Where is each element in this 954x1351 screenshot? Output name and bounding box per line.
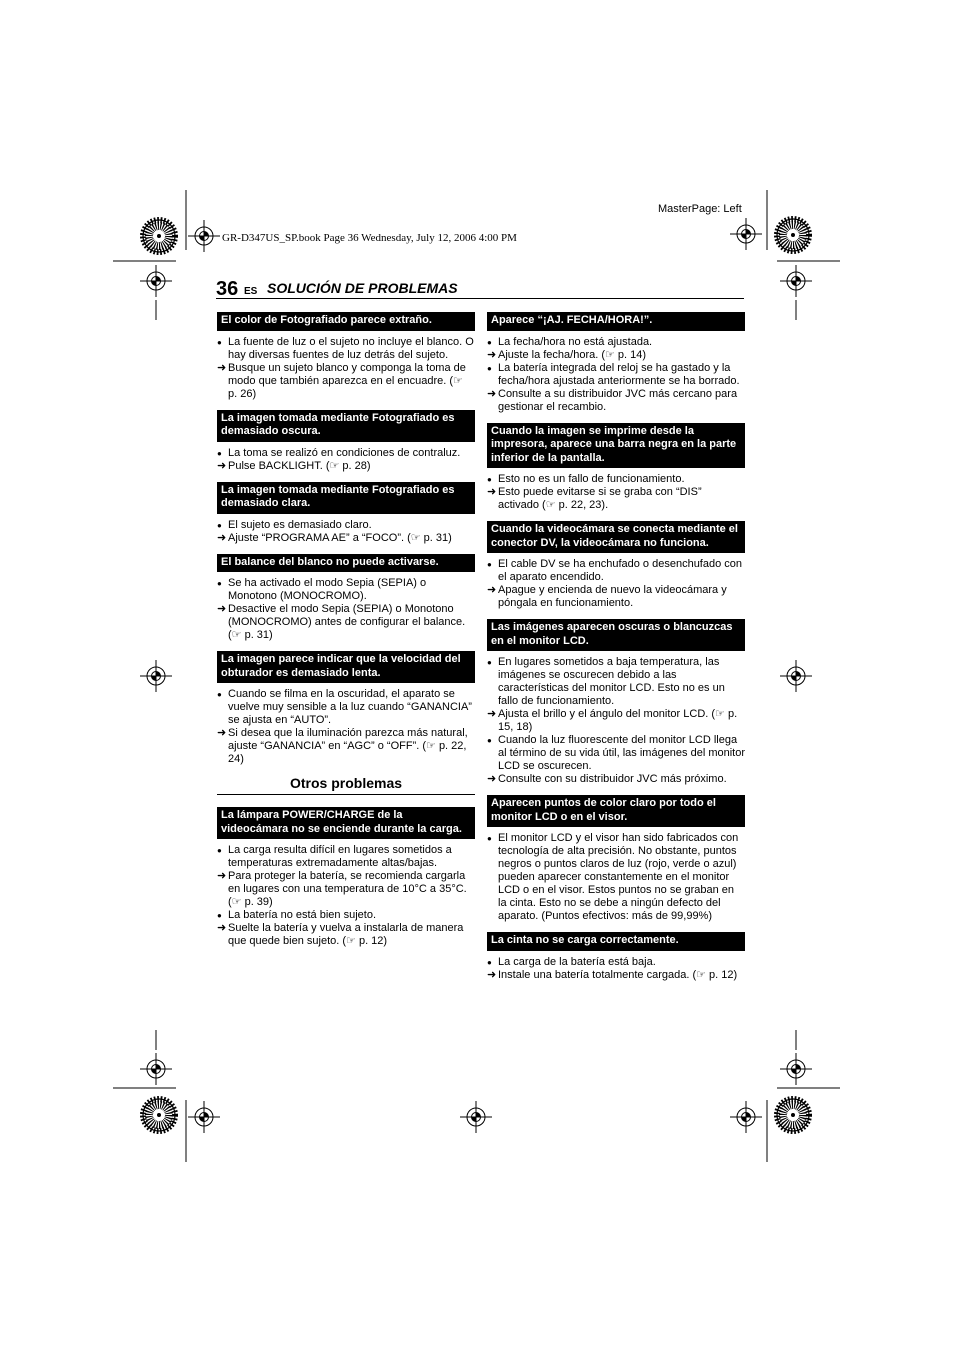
item-text: La carga resulta difícil en lugares sometidos a temperaturas extremadamente altas/bajas.	[228, 844, 452, 869]
bullet-icon: ●	[487, 834, 492, 843]
solution-item	[487, 388, 745, 414]
item-text: Se ha activado el modo Sepia (SEPIA) o Monotono (MONOCROMO).	[228, 577, 427, 602]
problem-section	[217, 482, 475, 545]
problem-heading: Aparecen puntos de color claro por todo el monitor LCD o en el visor.	[487, 795, 745, 827]
arrow-icon: ➜	[217, 922, 227, 934]
item-text: Para proteger la batería, se recomienda cargarla en lugares con una temperatura de 10°C a 35°C. (☞ p. 39)	[228, 870, 467, 908]
bullet-icon: ●	[487, 475, 492, 484]
bullet-icon: ●	[217, 520, 222, 530]
problem-heading: Cuando la imagen se imprime desde la impresora, aparece una barra negra en la parte inferior de la pantalla.	[487, 423, 745, 469]
item-text: Cuando la luz fluorescente del monitor LCD llega al término de su vida útil, las imágenes del monitor LCD se oscurecen.	[498, 734, 746, 772]
item-text: El monitor LCD y el visor han sido fabricados con tecnología de alta precisión. No obstante, puntos negros o puntos claros de luz (rojo, verde o azul) pueden aparecer constantemente en el monitor LCD o en el visor. Estos puntos no se graban en la cinta. Esto no se debe a ningún defecto del aparato. (Puntos efectivos: más de 99,99%)	[498, 832, 739, 922]
bullet-icon: ●	[217, 448, 222, 458]
item-text: La batería integrada del reloj se ha gastado y la fecha/hora ajustada anteriormente se ha borrado.	[498, 361, 740, 387]
solution-item	[217, 870, 475, 909]
solution-item	[217, 460, 475, 473]
solution-item	[487, 349, 745, 362]
problem-section	[487, 312, 745, 414]
cause-item	[487, 558, 745, 584]
arrow-icon: ➜	[487, 387, 497, 400]
cause-item	[217, 909, 475, 922]
left-column-sections-2	[217, 807, 475, 948]
arrow-icon: ➜	[487, 773, 497, 785]
item-text: Consulte con su distribuidor JVC más próximo.	[498, 773, 727, 785]
problem-heading: El color de Fotografiado parece extraño.	[217, 312, 475, 331]
item-text: La fecha/hora no está ajustada.	[498, 335, 653, 348]
item-text: Apague y encienda de nuevo la videocámara y póngala en funcionamiento.	[498, 584, 727, 609]
problem-heading: La imagen parece indicar que la velocidad del obturador es demasiado lenta.	[217, 651, 475, 683]
cause-item	[217, 577, 475, 603]
cause-item	[217, 844, 475, 870]
cause-item	[217, 447, 475, 460]
arrow-icon: ➜	[487, 708, 497, 720]
cause-item	[487, 956, 745, 969]
solution-item	[487, 773, 745, 786]
item-text: Consulte a su distribuidor JVC más cercano para gestionar el recambio.	[498, 387, 738, 413]
item-text: Instale una batería totalmente cargada. (☞ p. 12)	[498, 968, 738, 981]
right-column	[487, 312, 745, 991]
page-number: 36	[216, 278, 239, 300]
item-text: La batería no está bien sujeto.	[228, 909, 376, 921]
cause-item	[487, 832, 745, 923]
problem-section	[217, 554, 475, 643]
solution-item	[217, 362, 475, 401]
arrow-icon: ➜	[487, 486, 497, 498]
problem-section	[487, 521, 745, 610]
problem-section	[487, 423, 745, 513]
problem-heading: La imagen tomada mediante Fotografiado es demasiado oscura.	[217, 410, 475, 442]
bullet-icon: ●	[487, 560, 492, 569]
problem-section	[217, 312, 475, 401]
item-text: Suelte la batería y vuelva a instalarla de manera que quede bien sujeto. (☞ p. 12)	[228, 922, 464, 947]
problem-section	[487, 932, 745, 982]
book-info-line: GR-D347US_SP.book Page 36 Wednesday, July 12, 2006 4:00 PM	[222, 232, 517, 244]
bullet-icon: ●	[217, 846, 222, 855]
bullet-icon: ●	[217, 911, 222, 920]
solution-item	[217, 532, 475, 545]
solution-item	[217, 727, 475, 766]
cause-item	[217, 519, 475, 532]
problem-heading: Cuando la videocámara se conecta mediante el conector DV, la videocámara no funciona.	[487, 521, 745, 553]
item-text: Esto puede evitarse si se graba con “DIS” activado (☞ p. 22, 23).	[498, 486, 702, 511]
bullet-icon: ●	[217, 579, 222, 588]
bullet-icon: ●	[217, 690, 222, 699]
problem-section	[217, 651, 475, 766]
cause-item	[217, 688, 475, 727]
item-text: Cuando se filma en la oscuridad, el aparato se vuelve muy sensible a la luz cuando “GANANCIA” se ajusta en “AUTO”.	[228, 688, 472, 726]
right-column-sections	[487, 312, 745, 982]
bullet-icon: ●	[487, 363, 492, 373]
solution-item	[217, 922, 475, 948]
section-subheading: Otros problemas	[217, 775, 475, 795]
solution-item	[487, 708, 745, 734]
arrow-icon: ➜	[217, 870, 227, 882]
problem-heading: La lámpara POWER/CHARGE de la videocámara no se enciende durante la carga.	[217, 807, 475, 839]
bullet-icon: ●	[487, 957, 492, 967]
left-column-sections	[217, 312, 475, 766]
arrow-icon: ➜	[217, 459, 227, 472]
cause-item	[487, 336, 745, 349]
bullet-icon: ●	[487, 736, 492, 745]
cause-item	[487, 734, 745, 773]
bullet-icon: ●	[487, 658, 492, 667]
problem-heading: Las imágenes aparecen oscuras o blancuzcas en el monitor LCD.	[487, 619, 745, 651]
page-title: SOLUCIÓN DE PROBLEMAS	[267, 280, 458, 296]
problem-section	[217, 807, 475, 948]
language-code: ES	[244, 286, 258, 297]
solution-item	[487, 969, 745, 982]
arrow-icon: ➜	[217, 603, 227, 615]
arrow-icon: ➜	[217, 361, 227, 374]
cause-item	[217, 336, 475, 362]
problem-heading: La imagen tomada mediante Fotografiado es demasiado clara.	[217, 482, 475, 514]
item-text: El sujeto es demasiado claro.	[228, 518, 372, 531]
arrow-icon: ➜	[487, 348, 497, 361]
arrow-icon: ➜	[217, 531, 227, 544]
problem-section	[487, 619, 745, 786]
item-text: Desactive el modo Sepia (SEPIA) o Monotono (MONOCROMO) antes de configurar el balance. (☞ p. 31)	[228, 603, 466, 641]
left-column	[217, 312, 475, 957]
solution-item	[487, 486, 745, 512]
cause-item	[487, 362, 745, 388]
bullet-icon: ●	[217, 337, 222, 347]
master-page-label: MasterPage: Left	[658, 203, 742, 215]
problem-heading: El balance del blanco no puede activarse.	[217, 554, 475, 573]
arrow-icon: ➜	[487, 584, 497, 596]
item-text: Ajuste “PROGRAMA AE” a “FOCO”. (☞ p. 31)	[228, 531, 452, 544]
item-text: El cable DV se ha enchufado o desenchufado con el aparato encendido.	[498, 558, 743, 583]
item-text: La carga de la batería está baja.	[498, 955, 656, 968]
problem-section	[487, 795, 745, 923]
item-text: Si desea que la iluminación parezca más natural, ajuste “GANANCIA” en “AGC” o “OFF”. (☞ p. 22, 24)	[228, 727, 468, 765]
arrow-icon: ➜	[217, 727, 227, 739]
cause-item	[487, 656, 745, 708]
arrow-icon: ➜	[487, 968, 497, 981]
item-text: Ajusta el brillo y el ángulo del monitor LCD. (☞ p. 15, 18)	[498, 708, 738, 733]
problem-heading: La cinta no se carga correctamente.	[487, 932, 745, 951]
solution-item	[487, 584, 745, 610]
item-text: La fuente de luz o el sujeto no incluye el blanco. O hay diversas fuentes de luz detrás del sujeto.	[228, 335, 474, 361]
bullet-icon: ●	[487, 337, 492, 347]
item-text: Ajuste la fecha/hora. (☞ p. 14)	[498, 348, 647, 361]
item-text: Busque un sujeto blanco y componga la toma de modo que también aparezca en el encuadre. (☞ p. 26)	[228, 361, 466, 400]
item-text: Esto no es un fallo de funcionamiento.	[498, 473, 685, 485]
problem-heading: Aparece “¡AJ. FECHA/HORA!”.	[487, 312, 745, 331]
solution-item	[217, 603, 475, 642]
page-header	[216, 278, 744, 299]
item-text: Pulse BACKLIGHT. (☞ p. 28)	[228, 459, 371, 472]
item-text: En lugares sometidos a baja temperatura, las imágenes se oscurecen debido a las características del monitor LCD. Esto no es un fallo de funcionamiento.	[498, 656, 725, 707]
item-text: La toma se realizó en condiciones de contraluz.	[228, 446, 461, 459]
problem-section	[217, 410, 475, 473]
cause-item	[487, 473, 745, 486]
